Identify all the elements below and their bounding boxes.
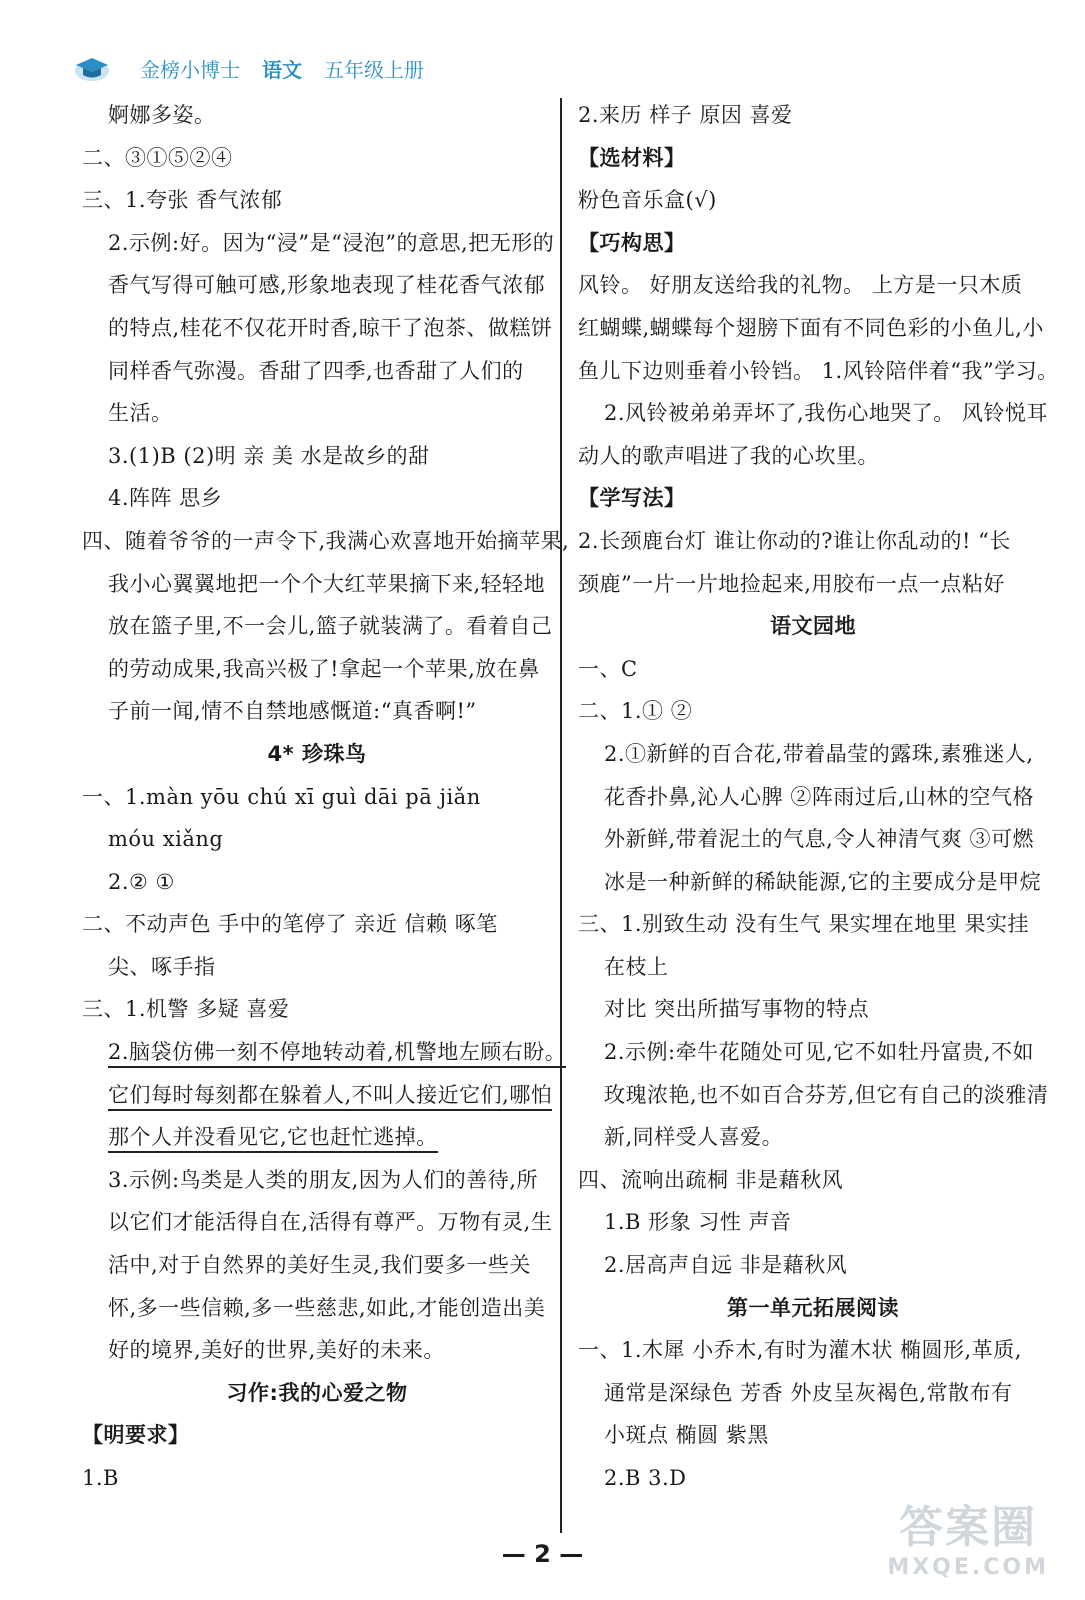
answer-line: 鱼儿下边则垂着小铃铛。 1.风铃陪伴着“我”学习。 (578, 358, 1059, 383)
answer-line: 2.长颈鹿台灯 谁让你动的?谁让你乱动的! “长 (578, 528, 1011, 553)
answer-line: 红蝴蝶,蝴蝶每个翅膀下面有不同色彩的小鱼儿,小 (578, 315, 1044, 340)
answer-line: 颈鹿”一片一片地捡起来,用胶布一点一点粘好 (578, 571, 1005, 596)
answer-line: 在枝上 (604, 954, 669, 979)
answer-line: 生活。 (108, 401, 173, 426)
column-divider (560, 98, 562, 1533)
section-title: 习作:我的心爱之物 (226, 1380, 408, 1405)
answer-line: 三、1.机警 多疑 喜爱 (82, 997, 290, 1022)
answer-line: 香气写得可触可感,形象地表现了桂花香气浓郁 (108, 273, 546, 298)
answer-line: 1.B (82, 1466, 119, 1490)
section-title: 语文园地 (770, 614, 856, 639)
answer-line: 以它们才能活得自在,活得有尊严。万物有灵,生 (108, 1210, 553, 1235)
answer-line: 一、1.màn yōu chú xī guì dāi pā jiǎn (82, 784, 481, 809)
subsection-heading: 【学写法】 (578, 486, 686, 511)
brand-name: 金榜小博士 (140, 57, 240, 82)
answer-line: 2.② ① (108, 869, 175, 894)
left-column (82, 94, 570, 1500)
answer-line: 活中,对于自然界的美好生灵,我们要多一些关 (108, 1253, 531, 1278)
answer-line: 冰是一种新鲜的稀缺能源,它的主要成分是甲烷 (604, 869, 1042, 894)
subsection-heading: 【选材料】 (578, 145, 686, 170)
answer-line: 2.示例:牵牛花随处可见,它不如牡丹富贵,不如 (604, 1040, 1034, 1065)
answer-line: 4.阵阵 思乡 (108, 486, 223, 511)
answer-line: 2.来历 样子 原因 喜爱 (578, 103, 793, 127)
answer-line: 尖、啄手指 (108, 954, 216, 979)
page-number: — 2 — (501, 1540, 584, 1568)
answer-line: móu xiǎng (108, 827, 224, 852)
answer-line: 一、1.木犀 小乔木,有时为灌木状 椭圆形,革质, (578, 1338, 1022, 1363)
right-column (578, 94, 1059, 1500)
answer-line: 2.风铃被弟弟弄坏了,我伤心地哭了。 风铃悦耳 (604, 401, 1048, 426)
answer-line: 2.居高声自远 非是藉秋风 (604, 1253, 848, 1278)
answer-line: 通常是深绿色 芳香 外皮呈灰褐色,常散布有 (604, 1380, 1013, 1405)
answer-line: 婀娜多姿。 (108, 103, 216, 127)
underlined-text: 那个人并没看见它,它也赶忙逃掉。 (108, 1125, 438, 1153)
subject-label: 语文 (262, 57, 302, 82)
answer-line: 粉色音乐盒(√) (578, 188, 717, 213)
answer-line: 二、不动声色 手中的笔停了 亲近 信赖 啄笔 (82, 912, 498, 937)
answer-line: 花香扑鼻,沁人心脾 ②阵雨过后,山林的空气格 (604, 784, 1035, 809)
underlined-text: 2.脑袋仿佛一刻不停地转动着,机警地左顾右盼。 (108, 1040, 566, 1068)
answer-line: 的劳动成果,我高兴极了!拿起一个苹果,放在鼻 (108, 656, 540, 681)
answer-line: 怀,多一些信赖,多一些慈悲,如此,才能创造出美 (108, 1295, 546, 1320)
answer-line: 子前一闻,情不自禁地感慨道:“真香啊!” (108, 699, 477, 724)
watermark-text: 答案圈 (899, 1502, 1038, 1553)
answer-line: 风铃。 好朋友送给我的礼物。 上方是一只木质 (578, 273, 1023, 298)
answer-line: 对比 突出所描写事物的特点 (604, 997, 870, 1022)
answer-line: 一、C (578, 656, 638, 681)
section-title: 4* 珍珠鸟 (267, 741, 367, 766)
answer-line: 玫瑰浓艳,也不如百合芬芳,但它有自己的淡雅清 (604, 1082, 1049, 1107)
answer-line: 小斑点 椭圆 紫黑 (604, 1423, 769, 1448)
watermark (887, 1491, 1049, 1580)
answer-line: 的特点,桂花不仅花开时香,晾干了泡茶、做糕饼 (108, 315, 553, 340)
answer-line: 2.B 3.D (604, 1466, 687, 1490)
answer-line: 1.B 形象 习性 声音 (604, 1210, 792, 1235)
answer-line: 3.示例:鸟类是人类的朋友,因为人们的善待,所 (108, 1167, 538, 1192)
answer-line: 同样香气弥漫。香甜了四季,也香甜了人们的 (108, 358, 524, 383)
answer-line (82, 1116, 552, 1159)
answer-line: 新,同样受人喜爱。 (604, 1125, 784, 1150)
watermark-url: MXQE.COM (887, 1555, 1049, 1580)
answer-line: 动人的歌声唱进了我的心坎里。 (578, 443, 879, 468)
answer-line (82, 1031, 567, 1074)
answer-line: 3.(1)B (2)明 亲 美 水是故乡的甜 (108, 443, 430, 468)
page-header (72, 48, 424, 88)
grade-label: 五年级上册 (324, 57, 424, 82)
answer-line: 放在篮子里,不一会儿,篮子就装满了。看着自己 (108, 614, 553, 639)
subsection-heading: 【巧构思】 (578, 230, 686, 255)
answer-line: 好的境界,美好的世界,美好的未来。 (108, 1338, 445, 1363)
answer-line: 四、随着爷爷的一声令下,我满心欢喜地开始摘苹果, (82, 528, 570, 553)
answer-line: 外新鲜,带着泥土的气息,令人神清气爽 ③可燃 (604, 827, 1035, 852)
mortarboard-logo-icon (72, 53, 112, 83)
answer-line: 三、1.别致生动 没有生气 果实埋在地里 果实挂 (578, 912, 1030, 937)
answer-line: 二、1.① ② (578, 699, 693, 724)
answer-line: 我小心翼翼地把一个个大红苹果摘下来,轻轻地 (108, 571, 546, 596)
answer-line: 三、1.夸张 香气浓郁 (82, 188, 283, 213)
answer-line (82, 1074, 552, 1117)
answer-line: 2.①新鲜的百合花,带着晶莹的露珠,素雅迷人, (604, 741, 1034, 766)
answer-line: 四、流响出疏桐 非是藉秋风 (578, 1167, 844, 1192)
subsection-heading: 【明要求】 (82, 1423, 190, 1448)
section-title: 第一单元拓展阅读 (727, 1295, 899, 1320)
underlined-text: 它们每时每刻都在躲着人,不叫人接近它们,哪怕 (108, 1083, 552, 1111)
answer-line: 2.示例:好。因为“浸”是“浸泡”的意思,把无形的 (108, 230, 555, 255)
answer-line: 二、③①⑤②④ (82, 145, 233, 170)
